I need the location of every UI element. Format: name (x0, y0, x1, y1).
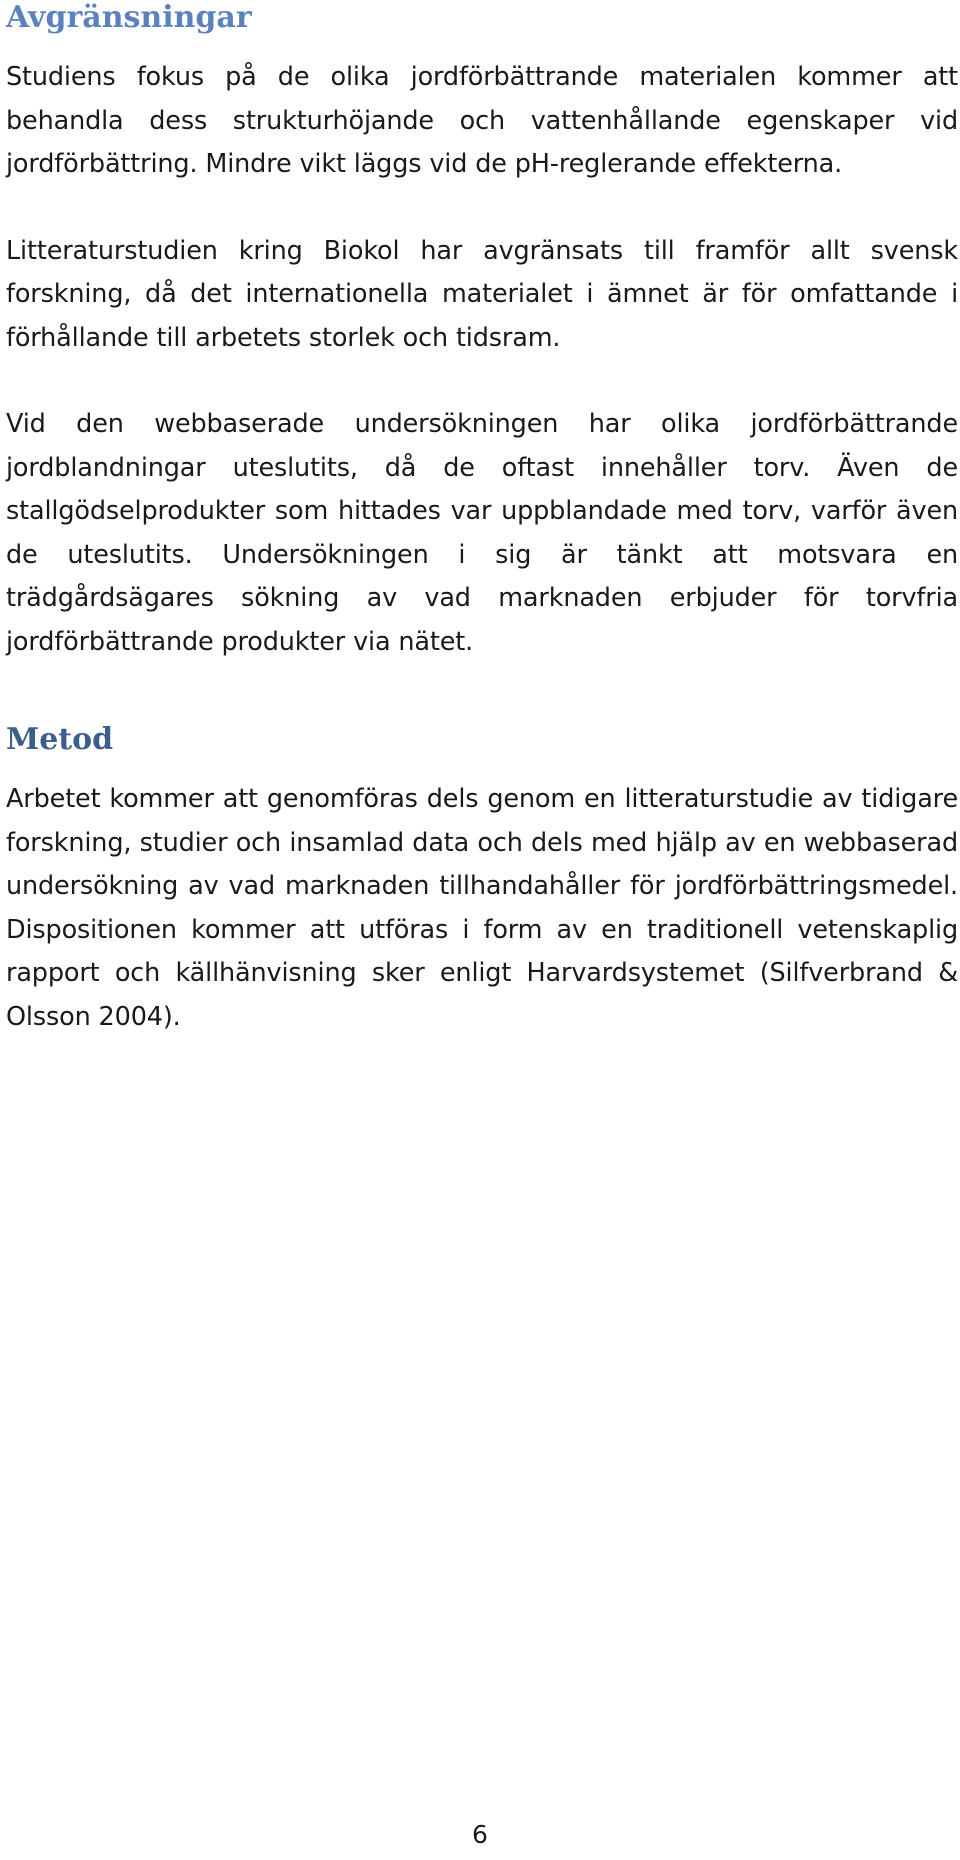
paragraph-web-survey: Vid den webbaserade undersökningen har olika jordförbättrande jordblandningar uteslutits, då de oftast innehåller torv. Även de stallgödselprodukter som hittades var uppblandade med torv, varför även de uteslutits. Undersökningen i sig är tänkt att motsvara en trädgårdsägares sökning av vad marknaden erbjuder för torvfria jordförbättrande produkter via nätet. (6, 409, 958, 657)
paragraph-focus: Studiens fokus på de olika jordförbättrande materialen kommer att behandla dess strukturhöjande och vattenhållande egenskaper vid jordförbättring. Mindre vikt läggs vid de pH-reglerande effekterna. (6, 62, 958, 179)
paragraph-method: Arbetet kommer att genomföras dels genom en litteraturstudie av tidigare forskning, studier och insamlad data och dels med hjälp av en webbaserad undersökning av vad marknaden tillhandahåller för jordförbättringsmedel. Dispositionen kommer att utföras i form av en traditionell vetenskaplig rapport och källhänvisning sker enligt Harvardsystemet (Silfverbrand & Olsson 2004). (6, 784, 958, 1032)
page-number: 6 (472, 1820, 488, 1849)
section-heading-avgransningar: Avgränsningar (6, 0, 252, 35)
document-page (6, 0, 958, 1039)
section-heading-metod: Metod (6, 722, 114, 757)
paragraph-literature-scope: Litteraturstudien kring Biokol har avgränsats till framför allt svensk forskning, då det internationella materialet i ämnet är för omfattande i förhållande till arbetets storlek och tidsram. (6, 235, 958, 353)
